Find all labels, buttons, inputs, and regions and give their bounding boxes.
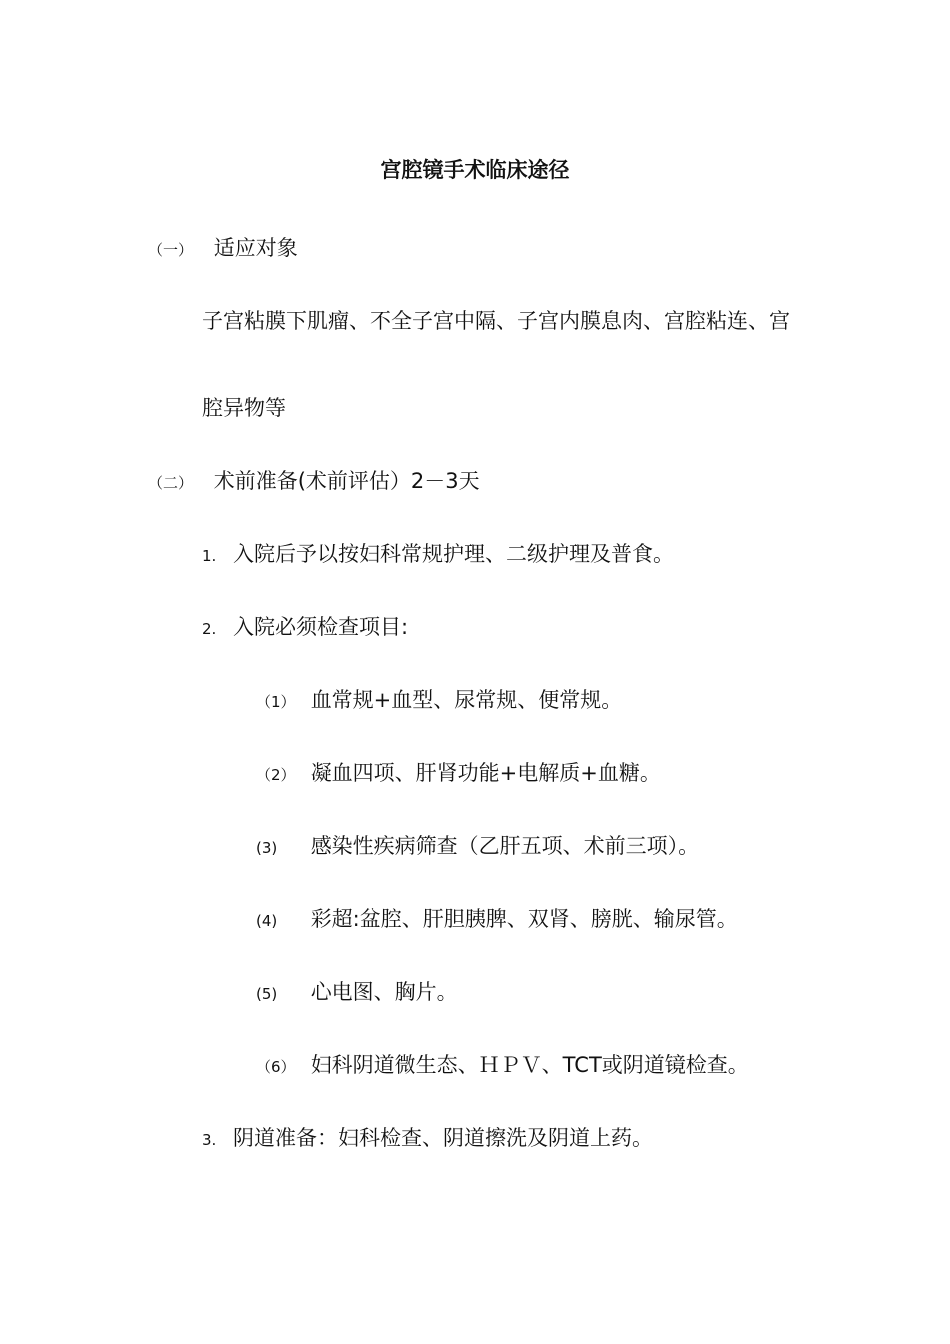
section-2-heading [148, 466, 480, 498]
list-item-3-text: 阴道准备：妇科检查、阴道擦洗及阴道上药。 [233, 1126, 653, 1150]
list-item-2-number: 2. [202, 620, 217, 638]
section-1-body-line-1: 子宫粘膜下肌瘤、不全子宫中隔、子宫内膜息肉、宫腔粘连、宫 [202, 309, 790, 333]
sub-item-5 [256, 977, 458, 1009]
sub-item-5-text: 心电图、胸片。 [310, 980, 458, 1004]
list-item-2-text: 入院必须检查项目: [233, 615, 409, 639]
sub-item-1-number: （1） [256, 693, 296, 711]
sub-item-2 [256, 758, 661, 790]
section-2-marker: （二） [148, 474, 194, 492]
list-item-1-text: 入院后予以按妇科常规护理、二级护理及普食。 [233, 542, 674, 566]
section-1-body-line-2: 腔异物等 [202, 396, 286, 420]
sub-item-3-number: (3) [256, 839, 278, 857]
list-item-3 [202, 1123, 653, 1155]
section-2-title: 术前准备(术前评估）2－3天 [213, 469, 480, 493]
sub-item-3 [256, 831, 699, 863]
sub-item-5-number: (5) [256, 985, 278, 1003]
section-1-title: 适应对象 [213, 236, 298, 260]
document-title: 宫腔镜手术临床途径 [380, 158, 570, 182]
sub-item-6-text: 妇科阴道微生态、ＨＰＶ、TCT或阴道镜检查。 [310, 1053, 749, 1077]
list-item-1 [202, 539, 674, 571]
sub-item-2-number: （2） [256, 766, 296, 784]
sub-item-6-number: （6） [256, 1058, 296, 1076]
sub-item-4 [256, 904, 738, 936]
section-1-marker: （一） [148, 241, 194, 259]
list-item-3-number: 3. [202, 1131, 217, 1149]
sub-item-1-text: 血常规+血型、尿常规、便常规。 [310, 688, 623, 712]
list-item-2 [202, 612, 408, 644]
sub-item-2-text: 凝血四项、肝肾功能+电解质+血糖。 [310, 761, 661, 785]
sub-item-4-number: (4) [256, 912, 278, 930]
sub-item-6 [256, 1050, 749, 1082]
sub-item-4-text: 彩超:盆腔、肝胆胰脾、双肾、膀胱、输尿管。 [310, 907, 738, 931]
sub-item-1 [256, 685, 622, 717]
list-item-1-number: 1. [202, 547, 217, 565]
sub-item-3-text: 感染性疾病筛查（乙肝五项、术前三项）。 [310, 834, 700, 858]
section-1-heading [148, 233, 298, 265]
